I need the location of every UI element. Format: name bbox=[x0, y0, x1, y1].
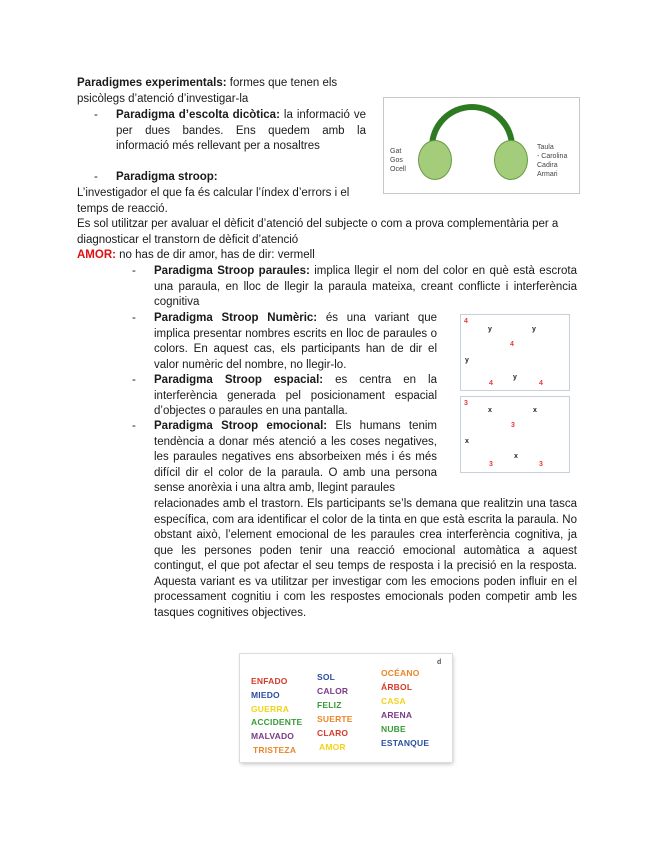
right-word: - Carolina bbox=[537, 153, 568, 160]
emotion-word: ESTANQUE bbox=[381, 738, 430, 748]
emotion-word: CASA bbox=[381, 696, 406, 706]
intro-text: formes que tenen els bbox=[226, 77, 338, 89]
stroop-emotional-continuation bbox=[154, 497, 577, 621]
stroop-numeric-grid-1 bbox=[460, 314, 570, 391]
grid-letter: x bbox=[465, 438, 469, 445]
stroop-numeric-grid-2 bbox=[460, 396, 570, 473]
emotion-word: CLARO bbox=[317, 728, 349, 738]
amor-text: no has de dir amor, has de dir: vermell bbox=[115, 249, 315, 261]
figure-corner-mark: d bbox=[437, 659, 442, 666]
left-ear-shape bbox=[418, 140, 452, 180]
stroop-emotional-text: Els humans tenim tendència a donar més atenció a les coses negatives, les paraules negatives ens absorbeixen més i és més difícil dir el color de la paraula. O amb una persona sense anorèxia i una altra amb, llegint paraules bbox=[154, 420, 437, 494]
stroop-title: Paradigma stroop: bbox=[116, 171, 218, 183]
emotion-word: ÁRBOL bbox=[381, 682, 413, 692]
emotion-word: CALOR bbox=[317, 686, 349, 696]
stroop-words-title: Paradigma Stroop paraules: bbox=[154, 265, 310, 277]
right-ear-shape bbox=[494, 140, 528, 180]
dichotic-bullet bbox=[94, 108, 366, 155]
left-word-list bbox=[390, 147, 406, 174]
emotion-word: MALVADO bbox=[251, 731, 295, 741]
grid-letter: x bbox=[514, 453, 518, 460]
right-word: Armari bbox=[537, 171, 558, 178]
grid-digit: 4 bbox=[539, 380, 543, 387]
bullet-dash: - bbox=[94, 171, 98, 183]
intro-title: Paradigmes experimentals: bbox=[77, 77, 227, 89]
emotion-word: SUERTE bbox=[317, 714, 353, 724]
stroop-line: L’investigador el que fa és calcular l’índex d’errors i el bbox=[77, 187, 350, 199]
stroop-numeric-text: és una variant que implica presentar nombres escrits en lloc de paraules o colors. En aquest cas, els participants han de dir el valor numèric del nombre, no llegir-lo. bbox=[154, 312, 438, 371]
emotion-word: OCÉANO bbox=[381, 668, 420, 678]
stroop-line: Es sol utilitzar per avaluar el dèficit d’atenció del subjecte o com a prova complementària per a bbox=[77, 218, 559, 230]
stroop-line: diagnosticar el transtorn de dèficit d’atenció bbox=[77, 233, 299, 246]
bullet-dash: - bbox=[132, 420, 136, 432]
grid-digit: 3 bbox=[511, 422, 515, 429]
emotion-word: SOL bbox=[317, 672, 336, 682]
left-word: Ocell bbox=[390, 166, 406, 173]
right-word: Cadira bbox=[537, 162, 558, 169]
grid-letter: y bbox=[532, 326, 536, 333]
grid-letter: y bbox=[513, 374, 517, 381]
bullet-dash: - bbox=[132, 265, 136, 277]
grid-letter: y bbox=[465, 357, 469, 364]
stroop-numeric-bullet bbox=[132, 311, 438, 373]
emotion-word: NUBE bbox=[381, 724, 406, 734]
stroop-spatial-title: Paradigma Stroop espacial: bbox=[154, 374, 324, 386]
bullet-dash: - bbox=[94, 109, 98, 121]
left-word: Gat bbox=[390, 148, 402, 155]
stroop-emotional-title: Paradigma Stroop emocional: bbox=[154, 420, 328, 432]
stroop-heading bbox=[94, 170, 218, 186]
intro-text-2: psicòlegs d’atenció d’investigar-la bbox=[77, 92, 249, 105]
stroop-paragraph bbox=[77, 186, 597, 264]
dichotic-title: Paradigma d’escolta dicòtica: bbox=[116, 109, 280, 121]
bullet-dash: - bbox=[132, 312, 136, 324]
emotion-word: GUERRA bbox=[251, 704, 290, 714]
stroop-numeric-title: Paradigma Stroop Numèric: bbox=[154, 312, 318, 324]
right-word-list bbox=[537, 143, 567, 179]
stroop-words-bullet bbox=[132, 264, 578, 311]
left-word: Gos bbox=[390, 157, 403, 164]
emotion-word: FELIZ bbox=[317, 700, 342, 710]
stroop-emotional-bullet bbox=[132, 419, 437, 497]
grid-digit: 4 bbox=[510, 341, 514, 348]
emotion-word: ARENA bbox=[381, 710, 413, 720]
grid-digit: 4 bbox=[464, 318, 468, 325]
stroop-spatial-text: es centra en la interferència generada pel posicionament espacial d’objectes o paraules en una pantalla. bbox=[154, 374, 438, 417]
intro-paragraph bbox=[77, 76, 367, 107]
emotional-stroop-figure bbox=[240, 654, 452, 762]
grid-digit: 3 bbox=[464, 400, 468, 407]
bullet-dash: - bbox=[132, 374, 136, 386]
stroop-line: temps de reacció. bbox=[77, 202, 168, 215]
emotion-word: MIEDO bbox=[251, 690, 280, 700]
grid-letter: y bbox=[488, 326, 492, 333]
emotion-word: TRISTEZA bbox=[253, 745, 297, 755]
stroop-spatial-bullet bbox=[132, 373, 438, 420]
emotion-word: ACCIDENTE bbox=[251, 717, 303, 727]
grid-letter: x bbox=[488, 407, 492, 414]
grid-digit: 3 bbox=[489, 461, 493, 468]
dichotic-headphones-figure bbox=[383, 97, 580, 194]
amor-label: AMOR: bbox=[77, 249, 116, 261]
emotion-word: AMOR bbox=[319, 742, 346, 752]
grid-letter: x bbox=[533, 407, 537, 414]
emotion-word: ENFADO bbox=[251, 676, 288, 686]
stroop-emotional-text-2: relacionades amb el trastorn. Els participants se’ls demana que realitzin una tasca específica, com ara identificar el color de la tinta en que està escrita la paraula. No obstant això, l’element emocional de les paraules crea interferència cognitiva, ja que les persones poden tenir una reacció emocional automàtica a aquest contingut, el que pot afectar el seu temps de resposta i la precisió en la resposta. Aquesta variant es va utilitzar per investigar com les emocions poden influir en el processament cognitiu i com les respostes emocionals poden competir amb les tasques cognitives objectives. bbox=[154, 498, 577, 619]
grid-digit: 4 bbox=[489, 380, 493, 387]
right-word: Taula bbox=[537, 144, 554, 151]
stroop-words-text: implica llegir el nom del color en què està escrota una paraula, en lloc de llegir la paraula mateixa, creant conflicte i interferència cognitiva bbox=[154, 265, 578, 308]
dichotic-text: la informació ve per dues bandes. Ens quedem amb la informació més rellevant per a nosaltres bbox=[116, 109, 366, 152]
grid-digit: 3 bbox=[539, 461, 543, 468]
